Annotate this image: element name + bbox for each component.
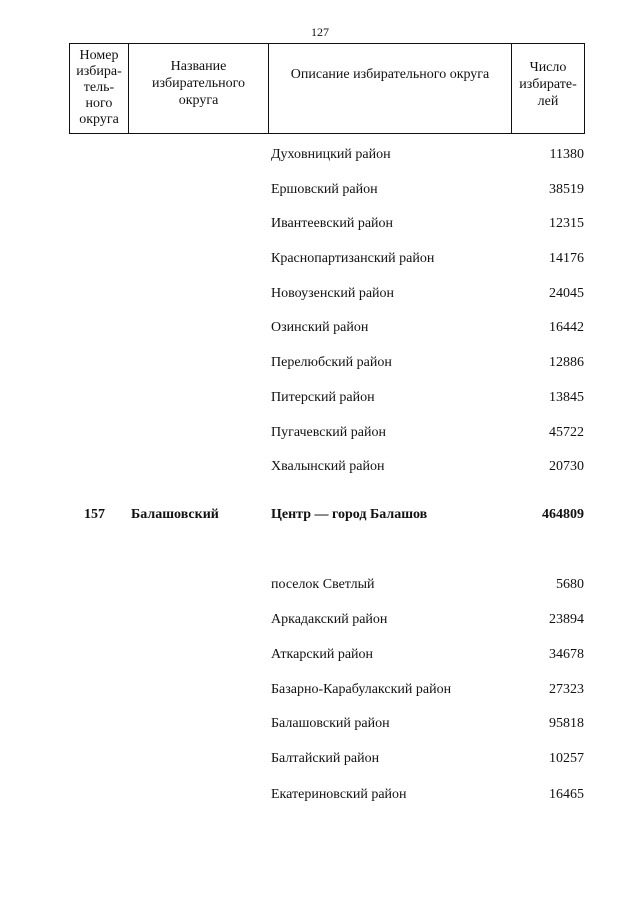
header-line: Число [529, 60, 567, 75]
row-voters: 95818 [549, 716, 584, 731]
table-row [0, 785, 640, 805]
row-description: Краснопартизанский район [271, 251, 435, 266]
header-line: округа [79, 112, 119, 127]
table-row [0, 318, 640, 338]
table-row [0, 249, 640, 269]
table-header [69, 43, 585, 134]
header-voters-count [512, 44, 584, 133]
row-description: Перелюбский район [271, 355, 392, 370]
row-voters: 27323 [549, 682, 584, 697]
table-row [0, 145, 640, 165]
table-row [0, 645, 640, 665]
header-line: ного [85, 96, 113, 111]
row-voters: 38519 [549, 182, 584, 197]
table-row [0, 214, 640, 234]
district-center: Центр — город Балашов [271, 507, 428, 522]
row-voters: 5680 [556, 577, 584, 592]
row-description: Хвалынский район [271, 459, 385, 474]
row-voters: 16442 [549, 320, 584, 335]
header-line: тель- [83, 80, 115, 95]
header-line: Описание избирательного округа [290, 67, 490, 82]
row-description: Озинский район [271, 320, 369, 335]
row-description: Пугачевский район [271, 425, 386, 440]
header-district-name [129, 44, 269, 133]
row-voters: 45722 [549, 425, 584, 440]
row-voters: 11380 [549, 147, 584, 162]
row-description: Екатериновский район [271, 787, 407, 802]
row-description: Базарно-Карабулакский район [271, 682, 452, 697]
row-voters: 13845 [549, 390, 584, 405]
header-line: избирате- [519, 77, 577, 92]
table-row [0, 388, 640, 408]
district-row [0, 505, 640, 525]
table-row [0, 423, 640, 443]
row-voters: 12315 [549, 216, 584, 231]
district-name: Балашовский [131, 507, 219, 522]
table-row [0, 714, 640, 734]
table-row [0, 457, 640, 477]
table-row [0, 575, 640, 595]
row-description: Ершовский район [271, 182, 378, 197]
table-row [0, 610, 640, 630]
row-voters: 34678 [549, 647, 584, 662]
row-description: Ивантеевский район [271, 216, 394, 231]
row-voters: 14176 [549, 251, 584, 266]
district-number: 157 [84, 507, 105, 522]
row-description: Аркадакский район [271, 612, 388, 627]
row-voters: 24045 [549, 286, 584, 301]
row-description: Духовницкий район [271, 147, 391, 162]
header-line: избирательного [151, 76, 246, 91]
header-line: Номер [79, 48, 119, 63]
header-line: избира- [76, 64, 122, 79]
row-description: Аткарский район [271, 647, 374, 662]
header-line: лей [537, 94, 559, 109]
row-voters: 20730 [549, 459, 584, 474]
row-description: Питерский район [271, 390, 375, 405]
row-description: Новоузенский район [271, 286, 395, 301]
header-line: Название [170, 59, 227, 74]
row-description: Балашовский район [271, 716, 390, 731]
table-row [0, 680, 640, 700]
page-number: 127 [311, 25, 329, 39]
table-row [0, 353, 640, 373]
table-row [0, 180, 640, 200]
row-voters: 23894 [549, 612, 584, 627]
table-row [0, 284, 640, 304]
district-voters: 464809 [542, 507, 584, 522]
row-voters: 12886 [549, 355, 584, 370]
header-district-description [269, 44, 512, 133]
header-line: округа [178, 93, 219, 108]
row-description: Балтайский район [271, 751, 380, 766]
row-voters: 10257 [549, 751, 584, 766]
table-row [0, 749, 640, 769]
header-district-number [70, 44, 129, 133]
row-voters: 16465 [549, 787, 584, 802]
row-description: поселок Светлый [271, 577, 375, 592]
